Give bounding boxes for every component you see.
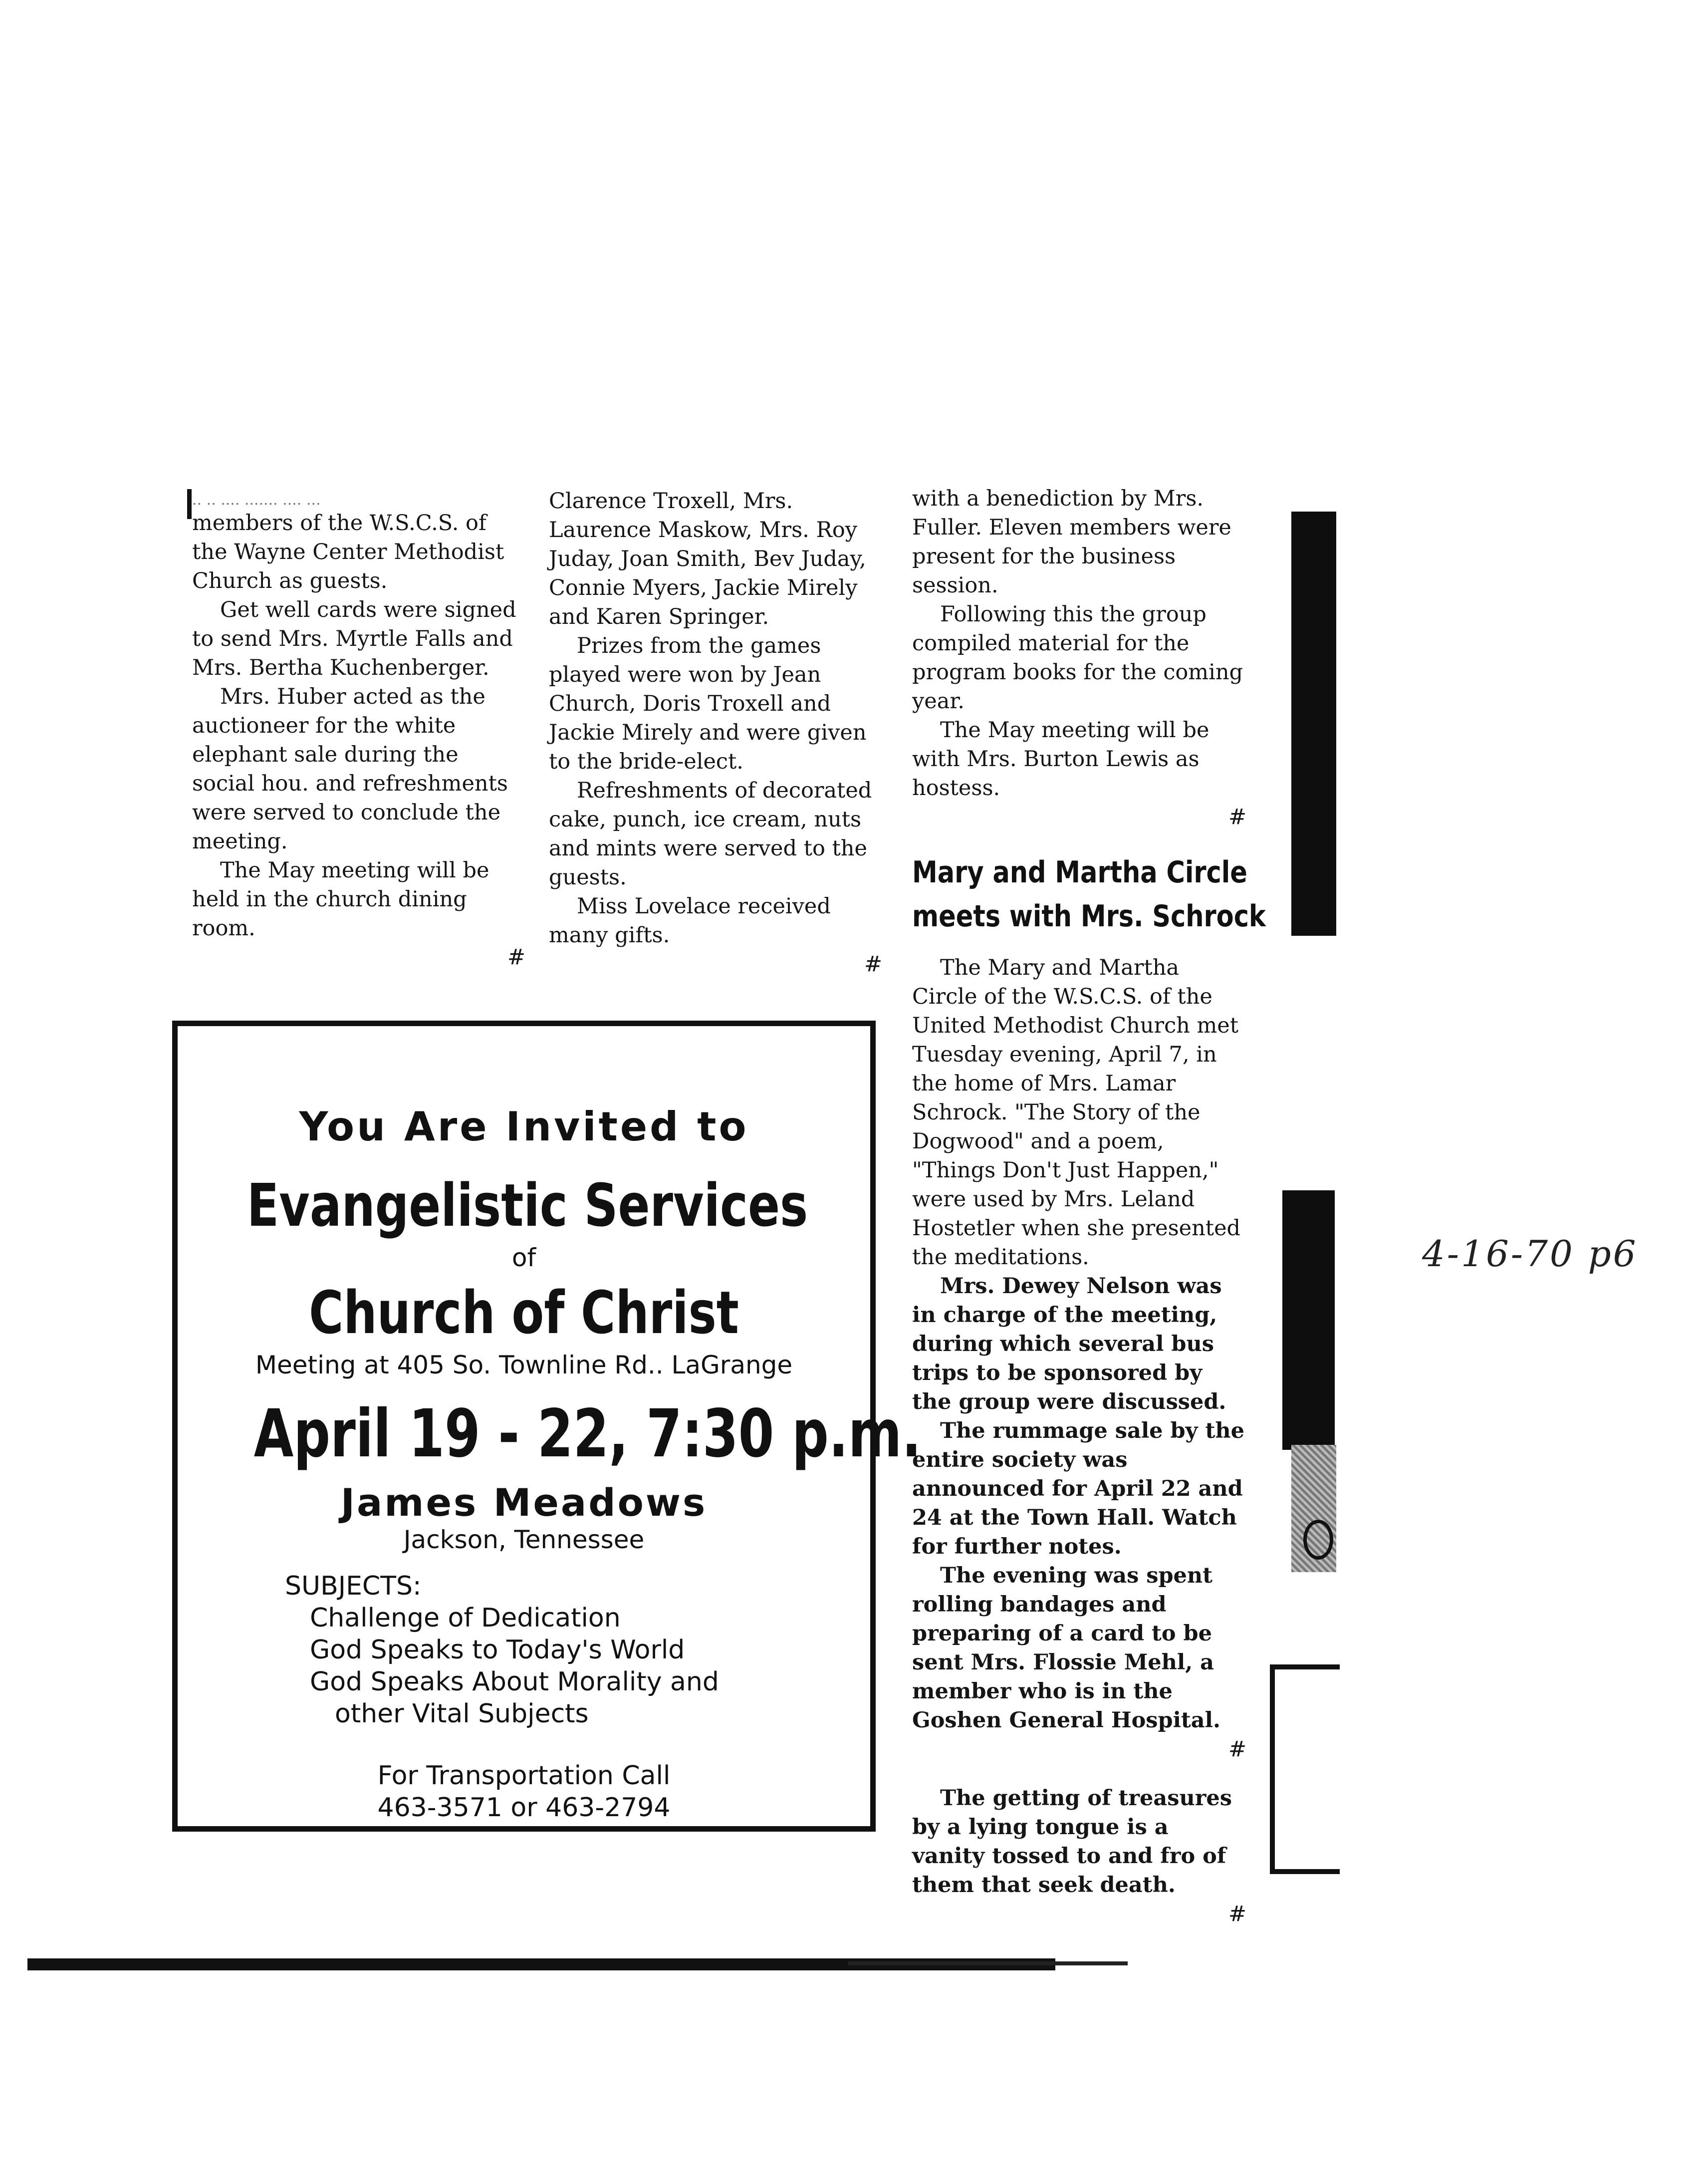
handwritten-date-note: 4-16-70 p6 <box>1422 1233 1638 1275</box>
middle-column <box>549 487 882 979</box>
story-end-mark: # <box>1228 1737 1246 1762</box>
evangelistic-services-ad <box>172 1021 922 1832</box>
ad-church-name: Church of Christ <box>309 1278 739 1347</box>
right-paragraph-3: The May meeting will be with Mrs. Burton Lewis as hostess. <box>912 718 1209 801</box>
middle-paragraph-1: Clarence Troxell, Mrs. Laurence Maskow, Mrs. Roy Juday, Joan Smith, Bev Juday, Connie Myers, Jackie Mirely and Karen Springer. <box>549 489 866 629</box>
left-column-top-line: .. .. .... ....... .... ... <box>192 491 321 509</box>
right-column <box>912 484 1266 1928</box>
headline-line-1: Mary and Martha Circle <box>912 855 1247 890</box>
right-paragraph-1: with a benediction by Mrs. Fuller. Eleven members were present for the business session. <box>912 486 1231 598</box>
ad-subject-item-continued: other Vital Subjects <box>335 1699 589 1729</box>
left-paragraph-1: members of the W.S.C.S. of the Wayne Center Methodist Church as guests. <box>192 511 504 593</box>
middle-end-mark: # <box>864 952 882 977</box>
scan-edge-bar-tail <box>848 1961 1128 1965</box>
left-paragraph-2: Get well cards were signed to send Mrs. Myrtle Falls and Mrs. Bertha Kuchenberger. <box>192 597 516 680</box>
ad-transportation <box>178 1760 870 1824</box>
ad-speaker: James Meadows <box>340 1480 708 1525</box>
left-column <box>192 492 525 972</box>
ad-title: Evangelistic Services <box>246 1171 808 1240</box>
left-paragraph-4: The May meeting will be held in the church dining room. <box>192 858 489 941</box>
ad-dates: April 19 - 22, 7:30 p.m. <box>253 1395 922 1472</box>
ad-subject-item: God Speaks to Today's World <box>310 1635 685 1665</box>
middle-paragraph-2: Prizes from the games played were won by Jean Church, Doris Troxell and Jackie Mirely and were given to the bride-elect. <box>549 633 867 774</box>
left-end-mark: # <box>507 945 525 970</box>
story-paragraph-1: The Mary and Martha Circle of the W.S.C.S. of the United Methodist Church met Tuesday evening, April 7, in the home of Mrs. Lamar Schrock. "The Story of the Dogwood" and a poem, "Things Don't Just Happen," were used by Mrs. Leland Hostetler when she presented the meditations. <box>912 955 1241 1270</box>
story-paragraph-4: The evening was spent rolling bandages and preparing of a card to be sent Mrs. Flossie Mehl, a member who is in the Goshen General Hospital. <box>912 1563 1220 1733</box>
ad-of: of <box>511 1243 536 1272</box>
ad-speaker-city: Jackson, Tennessee <box>403 1525 645 1554</box>
ad-subject-item: Challenge of Dedication <box>310 1603 621 1633</box>
ad-subject-item: God Speaks About Morality and <box>310 1667 719 1697</box>
ad-meeting-location: Meeting at 405 So. Townline Rd.. LaGrange <box>255 1351 793 1379</box>
middle-paragraph-4: Miss Lovelace received many gifts. <box>549 894 831 948</box>
adjacent-page-edge <box>1282 1190 1335 1450</box>
adjacent-page-frame <box>1270 1664 1340 1874</box>
proverb: The getting of treasures by a lying tongue is a vanity tossed to and fro of them that seek death. <box>912 1786 1232 1898</box>
proverb-end-mark: # <box>1228 1902 1246 1926</box>
partial-glyph <box>1303 1520 1333 1560</box>
ad-transport-label: For Transportation Call <box>377 1761 671 1791</box>
ad-transport-phones: 463-3571 or 463-2794 <box>377 1793 671 1823</box>
ad-invite: You Are Invited to <box>299 1103 749 1150</box>
story-headline <box>912 850 1266 938</box>
story-paragraph-3: The rummage sale by the entire society was announced for April 22 and 24 at the Town Hall. Watch for further notes. <box>912 1418 1244 1559</box>
adjacent-page-edge <box>1291 512 1336 936</box>
ad-subjects-label: SUBJECTS: <box>285 1571 422 1601</box>
left-paragraph-3: Mrs. Huber acted as the auctioneer for the white elephant sale during the social hou. and refreshments were served to conclude the meeting. <box>192 684 508 854</box>
headline-line-2: meets with Mrs. Schrock <box>912 899 1266 934</box>
story-paragraph-2: Mrs. Dewey Nelson was in charge of the meeting, during which several bus trips to be sponsored by the group were discussed. <box>912 1274 1226 1414</box>
right-paragraph-2: Following this the group compiled material for the program books for the coming year. <box>912 602 1243 714</box>
middle-paragraph-3: Refreshments of decorated cake, punch, ice cream, nuts and mints were served to the guests. <box>549 778 872 890</box>
ad-subjects-list <box>285 1570 719 1730</box>
column-rule <box>187 489 192 519</box>
right-end-mark: # <box>1228 805 1246 829</box>
